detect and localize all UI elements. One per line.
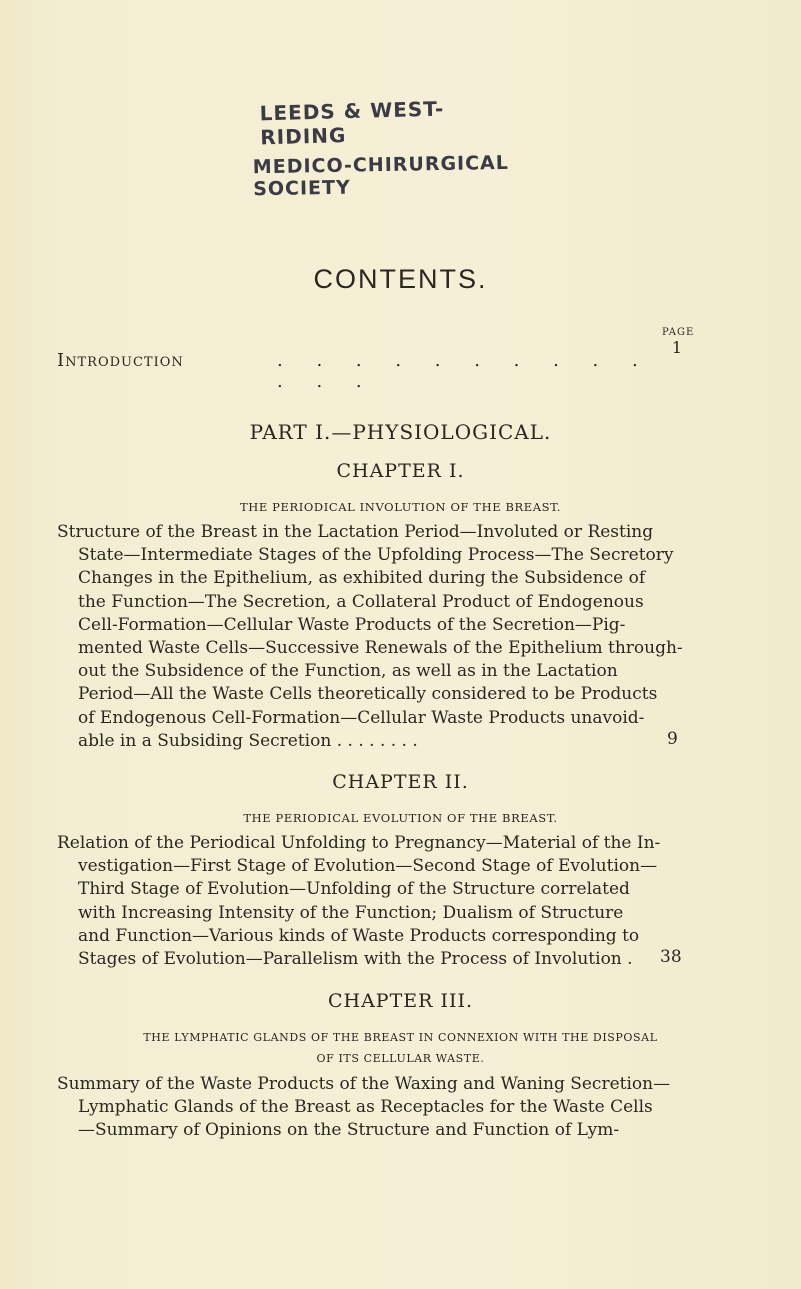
toc-entry-label: Introduction: [57, 350, 184, 371]
chapter-3-subtitle-line-1: THE LYMPHATIC GLANDS OF THE BREAST IN CONNEXION WITH THE DISPOSAL: [143, 1031, 658, 1044]
page-column-label: PAGE: [662, 327, 695, 338]
summary-line: the Function—The Secretion, a Collateral Product of Endogenous: [78, 591, 644, 612]
chapter-2-title: CHAPTER II.: [332, 771, 469, 793]
summary-line: with Increasing Intensity of the Function; Dualism of Structure: [78, 902, 624, 923]
summary-line: vestigation—First Stage of Evolution—Second Stage of Evolution—: [78, 856, 658, 877]
part-heading: PART I.—PHYSIOLOGICAL.: [249, 420, 552, 444]
summary-line: Changes in the Epithelium, as exhibited during the Subsidence of: [78, 568, 646, 589]
stamp-line-1: LEEDS & WEST-RIDING: [259, 96, 445, 150]
summary-line: Lymphatic Glands of the Breast as Receptacles for the Waste Cells: [78, 1097, 653, 1118]
summary-line: and Function—Various kinds of Waste Products corresponding to: [78, 925, 640, 946]
summary-line: Stages of Evolution—Parallelism with the Process of Involution .: [78, 949, 633, 970]
summary-line: Relation of the Periodical Unfolding to Pregnancy—Material of the In-: [57, 833, 661, 853]
summary-line: Third Stage of Evolution—Unfolding of the Structure correlated: [78, 879, 630, 900]
summary-line: Period—All the Waste Cells theoretically considered to be Products: [78, 684, 658, 705]
chapter-2-page: 38: [660, 947, 682, 967]
toc-entry-page: 1: [671, 338, 682, 357]
chapter-1-title: CHAPTER I.: [336, 460, 465, 482]
chapter-3-summary[interactable]: [57, 1073, 684, 1143]
toc-entry-introduction[interactable]: [57, 338, 682, 392]
summary-line: of Endogenous Cell-Formation—Cellular Waste Products unavoid-: [78, 707, 645, 728]
chapter-1-summary[interactable]: [57, 521, 684, 753]
summary-line: mented Waste Cells—Successive Renewals of the Epithelium through-: [78, 638, 683, 659]
chapter-1-page: 9: [667, 729, 678, 749]
stamp-line-2: MEDICO-CHIRURGICAL SOCIETY: [252, 151, 510, 201]
summary-line: Summary of the Waste Products of the Waxing and Waning Secretion—: [57, 1074, 671, 1094]
library-stamp: [252, 96, 517, 201]
page-title: CONTENTS.: [313, 264, 488, 294]
chapter-3-title: CHAPTER III.: [327, 990, 474, 1012]
summary-line: State—Intermediate Stages of the Upfolding Process—The Secretory: [78, 545, 674, 566]
chapter-1-subtitle: THE PERIODICAL INVOLUTION OF THE BREAST.: [239, 500, 561, 514]
summary-line: —Summary of Opinions on the Structure and Function of Lym-: [78, 1120, 620, 1141]
leader-dots: . . . . . . . . . . . . .: [277, 350, 652, 392]
chapter-3-subtitle-line-2: OF ITS CELLULAR WASTE.: [316, 1052, 485, 1065]
summary-line: out the Subsidence of the Function, as well as in the Lactation: [78, 661, 618, 682]
summary-line: able in a Subsiding Secretion . . . . . . . .: [78, 730, 418, 751]
summary-line: Structure of the Breast in the Lactation Period—Involuted or Resting: [57, 522, 654, 542]
summary-line: Cell-Formation—Cellular Waste Products of the Secretion—Pig-: [78, 614, 626, 635]
chapter-2-summary[interactable]: [57, 832, 684, 971]
chapter-2-subtitle: THE PERIODICAL EVOLUTION OF THE BREAST.: [243, 811, 558, 825]
